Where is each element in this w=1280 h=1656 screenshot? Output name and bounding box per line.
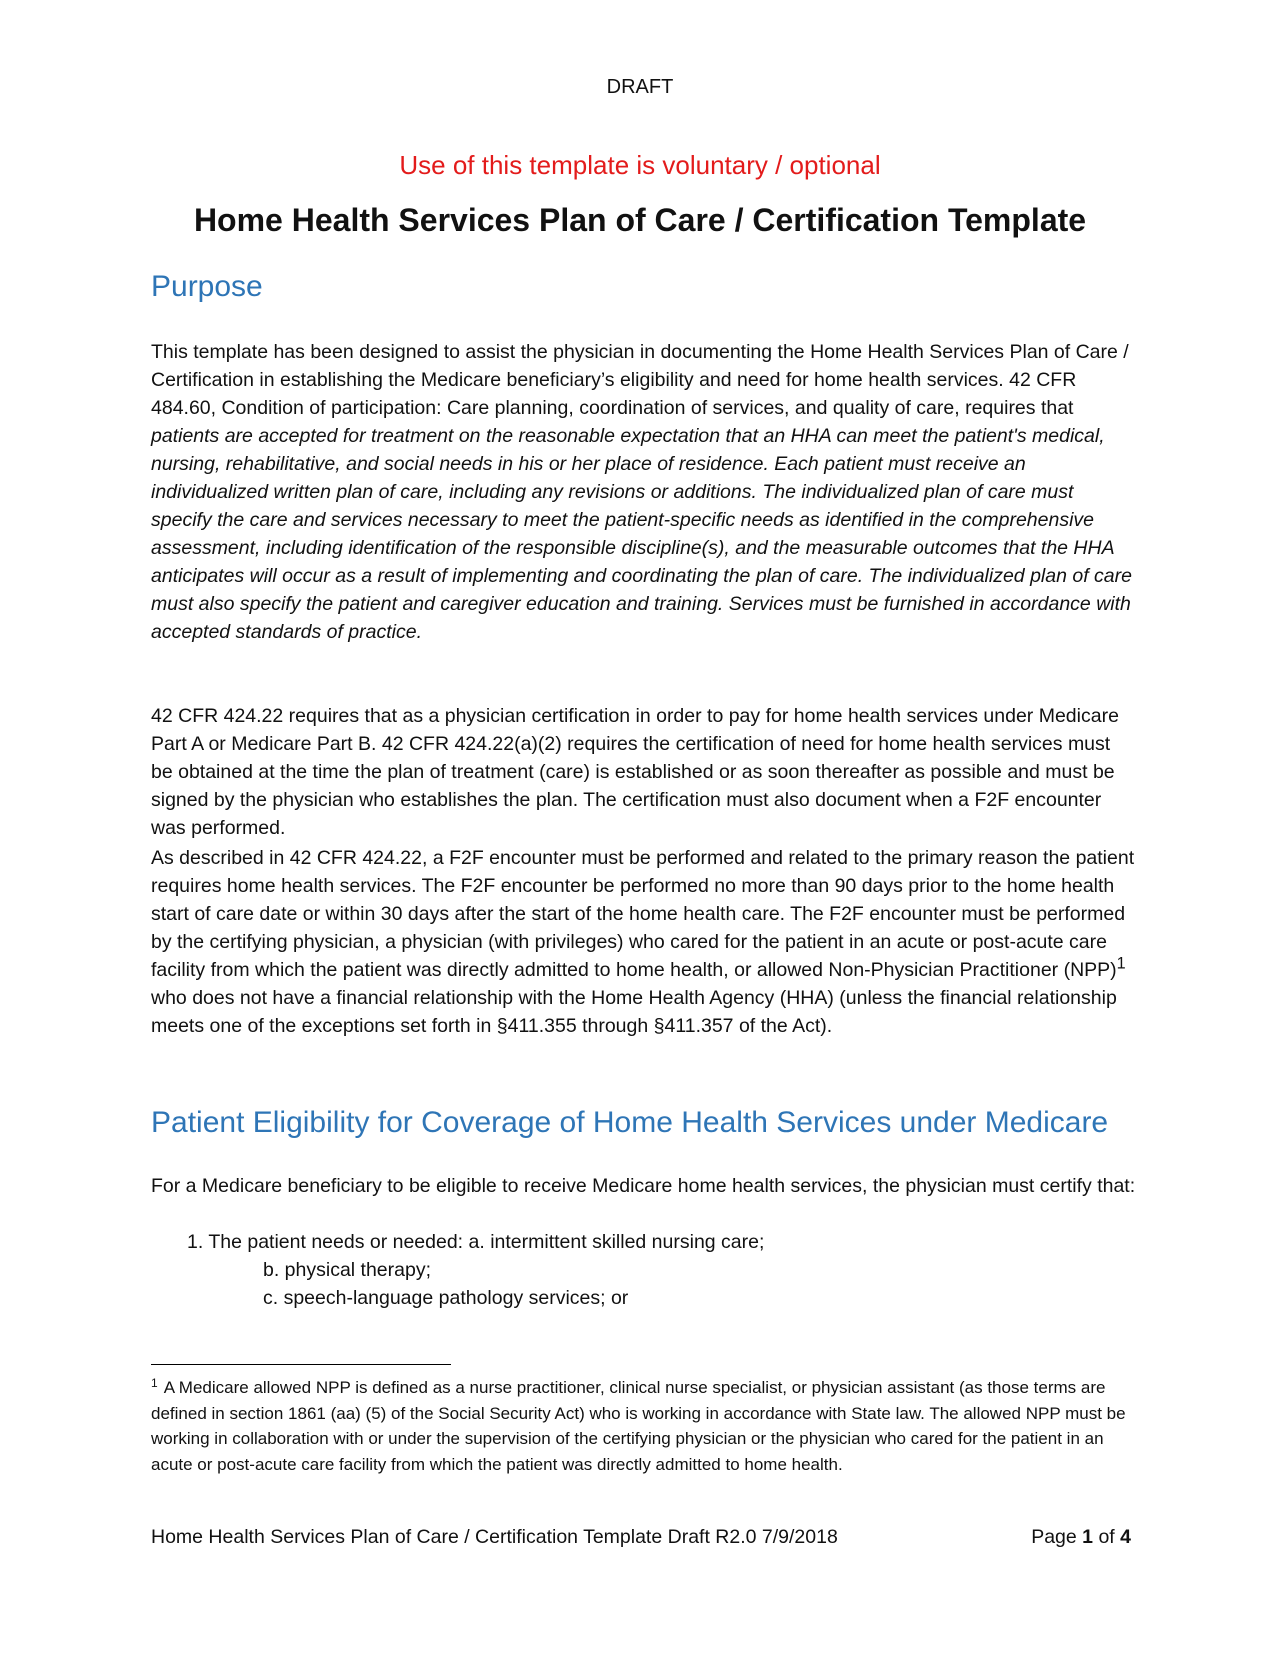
document-title: Home Health Services Plan of Care / Certification Template [193, 202, 1087, 238]
list-item: 1. The patient needs or needed: a. intermittent skilled nursing care; [187, 1231, 765, 1253]
voluntary-notice: Use of this template is voluntary / optional [399, 150, 881, 180]
page-current: 1 [1082, 1526, 1094, 1548]
purpose-paragraph-1 [151, 338, 1136, 646]
eligibility-heading: Patient Eligibility for Coverage of Home Health Services under Medicare [151, 1106, 1109, 1139]
list-item: c. speech-language pathology services; or [263, 1287, 629, 1309]
purpose-p3-text-b: who does not have a financial relationship with the Home Health Agency (HHA) (unless the financial relationship meets one of the exceptions set forth in §411.355 through §411.357 of the Act). [151, 987, 1117, 1037]
footnote-text: A Medicare allowed NPP is defined as a nurse practitioner, clinical nurse specialist, or physician assistant (as those terms are defined in section 1861 (aa) (5) of the Social Security Act) who is working in accordance with State law. The allowed NPP must be working in collaboration with or under the supervision of the certifying physician or the physician who cared for the patient in an acute or post-acute care facility from which the patient was directly admitted to home health. [151, 1378, 1126, 1474]
page-of: of [1093, 1526, 1121, 1548]
eligibility-intro: For a Medicare beneficiary to be eligible to receive Medicare home health services, the physician must certify that: [151, 1175, 1136, 1197]
draft-header: DRAFT [606, 76, 674, 98]
page-footer [151, 1526, 1131, 1549]
purpose-heading: Purpose [151, 270, 263, 303]
purpose-paragraph-2 [151, 702, 1136, 842]
purpose-p1-italic: patients are accepted for treatment on the reasonable expectation that an HHA can meet the patient's medical, nursing, rehabilitative, and social needs in his or her place of residence. Each patient must receive an individualized written plan of care, including any revisions or additions. The individualized plan of care must specify the care and services necessary to meet the patient-specific needs as identified in the comprehensive assessment, including identification of the responsible discipline(s), and the measurable outcomes that the HHA anticipates will occur as a result of implementing and coordinating the plan of care. The individualized plan of care must also specify the patient and caregiver education and training. Services must be furnished in accordance with accepted standards of practice. [151, 425, 1132, 643]
page-total: 4 [1120, 1526, 1131, 1548]
purpose-p1-intro: This template has been designed to assist the physician in documenting the Home Health Services Plan of Care / Certification in establishing the Medicare beneficiary’s eligibility and need for home health services. 42 CFR 484.60, Condition of participation: Care planning, coordination of services, and quality of care, requires that [151, 341, 1129, 419]
footnote [151, 1375, 1141, 1477]
page-number [1031, 1526, 1131, 1549]
footnote-reference[interactable]: 1 [1116, 954, 1126, 973]
purpose-p3-text-a: As described in 42 CFR 424.22, a F2F encounter must be performed and related to the primary reason the patient requires home health services. The F2F encounter be performed no more than 90 days prior to the home health start of care date or within 30 days after the start of the home health care. The F2F encounter must be performed by the certifying physician, a physician (with privileges) who cared for the patient in an acute or post-acute care facility from which the patient was directly admitted to home health, or allowed Non-Physician Practitioner (NPP) [151, 847, 1135, 981]
list-item: b. physical therapy; [263, 1259, 432, 1281]
footnote-marker: 1 [151, 1376, 158, 1390]
page-word: Page [1031, 1526, 1083, 1548]
footnote-divider [151, 1364, 451, 1365]
purpose-paragraph-3 [151, 844, 1136, 1040]
purpose-p2-text: 42 CFR 424.22 requires that as a physician certification in order to pay for home health services under Medicare Part A or Medicare Part B. 42 CFR 424.22(a)(2) requires the certification of need for home health services must be obtained at the time the plan of treatment (care) is established or as soon thereafter as possible and must be signed by the physician who establishes the plan. The certification must also document when a F2F encounter was performed. [151, 705, 1119, 839]
eligibility-list [151, 1228, 1136, 1312]
footer-doc-label: Home Health Services Plan of Care / Certification Template Draft R2.0 7/9/2018 [151, 1526, 838, 1548]
